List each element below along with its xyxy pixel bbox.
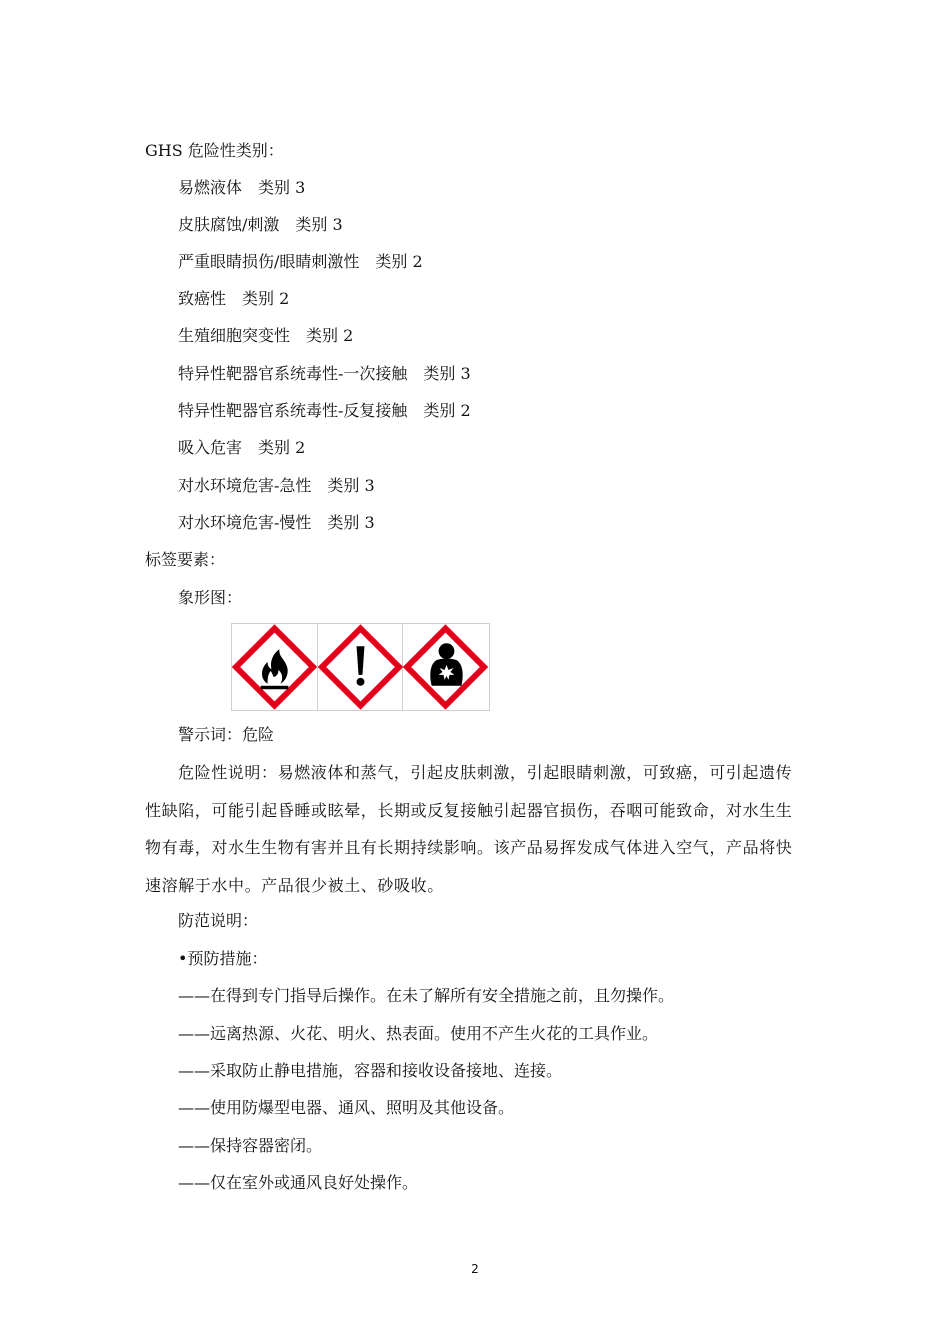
health-hazard-icon (403, 624, 489, 710)
ghs-item: 生殖细胞突变性 类别 2 (178, 326, 354, 345)
ghs-item: 易燃液体 类别 3 (178, 178, 306, 197)
exclamation-mark-icon (318, 624, 404, 710)
ghs-item: 吸入危害 类别 2 (178, 438, 306, 457)
prevention-item: ——在得到专门指导后操作。在未了解所有安全措施之前，且勿操作。 (178, 986, 675, 1005)
page-number: 2 (471, 1262, 479, 1276)
flame-icon (232, 624, 318, 710)
precaution-heading: 防范说明： (178, 911, 259, 930)
ghs-item: 特异性靶器官系统毒性-反复接触 类别 2 (178, 401, 471, 420)
ghs-item: 对水环境危害-慢性 类别 3 (178, 513, 375, 532)
prevention-heading: •预防措施： (178, 949, 268, 968)
pictogram-strip (231, 623, 490, 711)
hazard-statement: 危险性说明：易燃液体和蒸气，引起皮肤刺激，引起眼睛刺激，可致癌，可引起遗传性缺陷，可能引起昏睡或眩晕，长期或反复接触引起器官损伤，吞咽可能致命，对水生生物有毒，对水生生物有害并且有长期持续影响。该产品易挥发成气体进入空气，产品将快速溶解于水中。产品很少被土、砂吸收。 (145, 763, 793, 895)
ghs-item: 致癌性 类别 2 (178, 289, 290, 308)
label-elements-heading: 标签要素： (145, 550, 226, 569)
prevention-item: ——仅在室外或通风良好处操作。 (178, 1173, 419, 1192)
ghs-item: 皮肤腐蚀/刺激 类别 3 (178, 215, 343, 234)
ghs-item: 严重眼睛损伤/眼睛刺激性 类别 2 (178, 252, 423, 271)
ghs-item: 特异性靶器官系统毒性-一次接触 类别 3 (178, 364, 471, 383)
ghs-item: 对水环境危害-急性 类别 3 (178, 476, 375, 495)
prevention-item: ——采取防止静电措施，容器和接收设备接地、连接。 (178, 1061, 563, 1080)
prevention-item: ——使用防爆型电器、通风、照明及其他设备。 (178, 1098, 515, 1117)
signal-word: 警示词：危险 (178, 725, 275, 744)
pictogram-heading: 象形图： (178, 588, 243, 607)
ghs-heading: GHS 危险性类别： (145, 141, 284, 160)
prevention-item: ——保持容器密闭。 (178, 1136, 323, 1155)
prevention-item: ——远离热源、火花、明火、热表面。使用不产生火花的工具作业。 (178, 1024, 659, 1043)
